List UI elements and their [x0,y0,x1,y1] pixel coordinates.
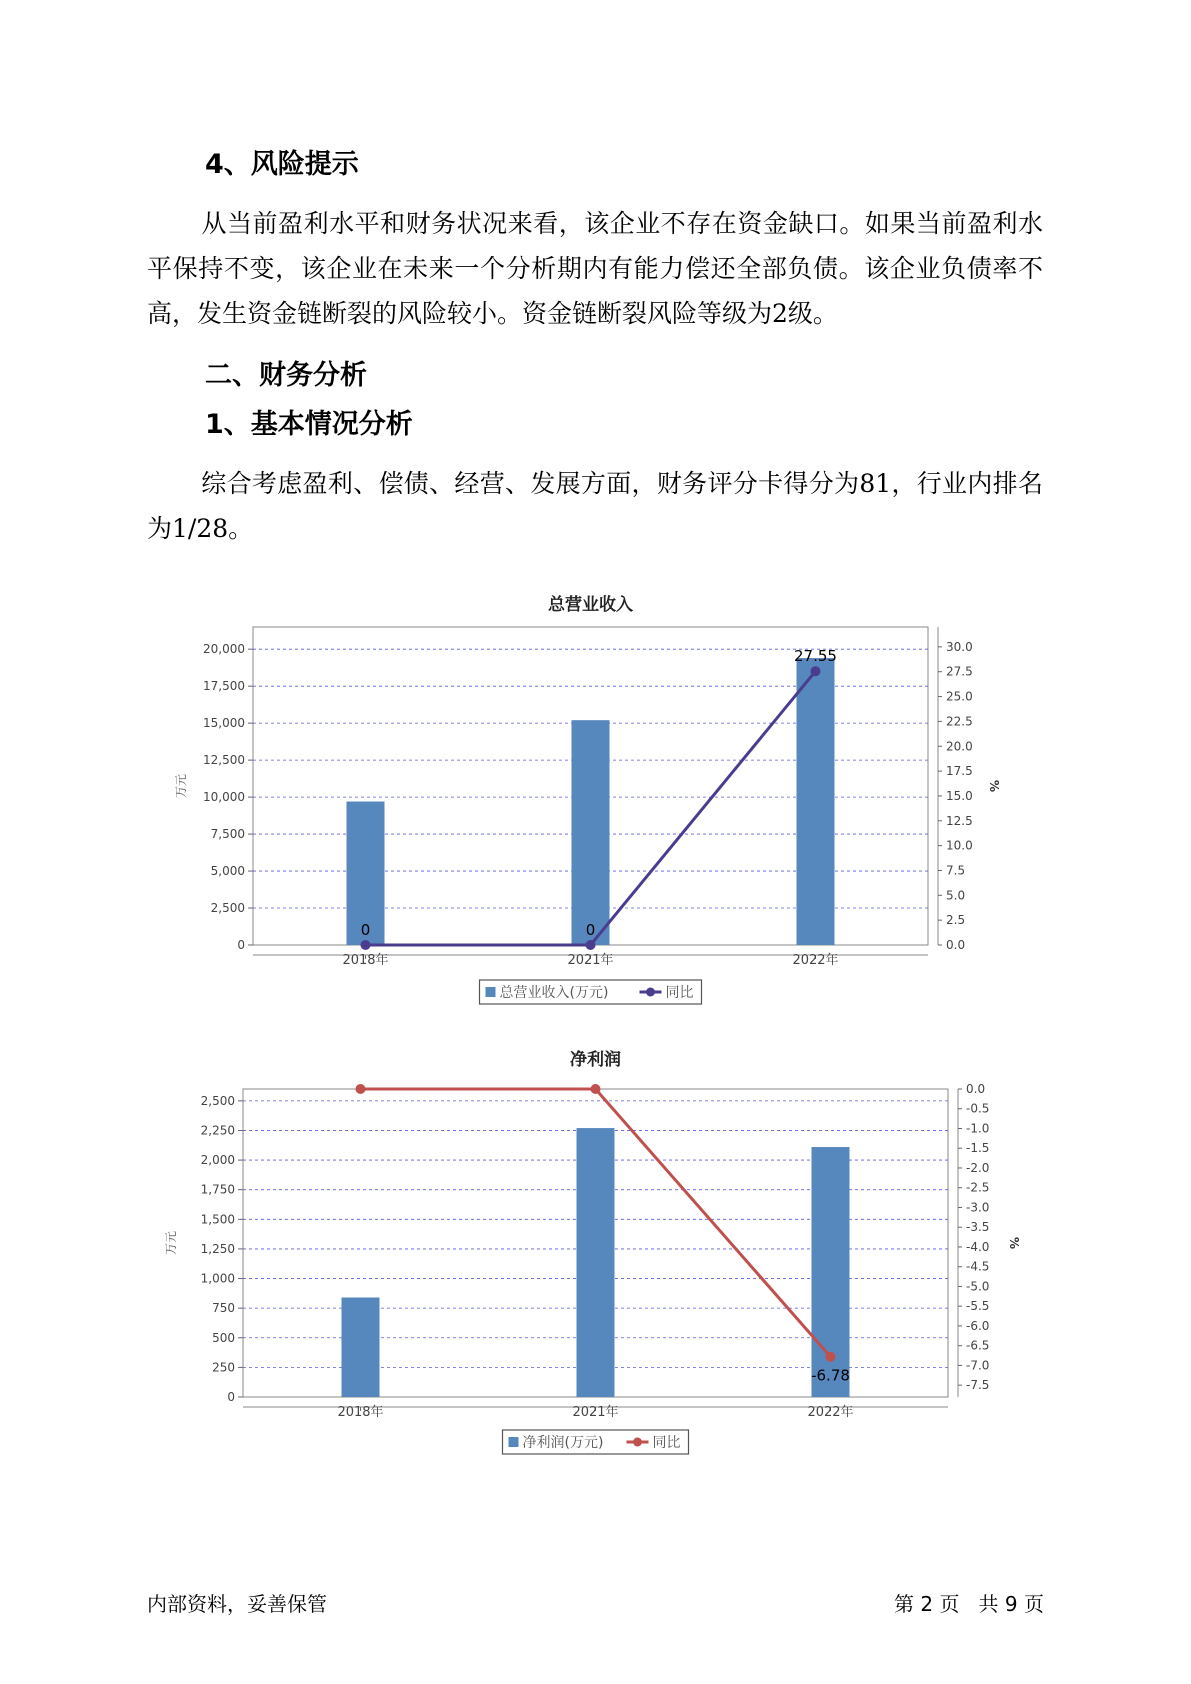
y-tick-label: 2,250 [200,1123,235,1138]
y2-tick-label: 0.0 [966,1082,986,1096]
y2-tick-label: -1.5 [966,1141,990,1156]
y2-tick-label: 25.0 [946,689,973,704]
data-label: -6.78 [811,1366,850,1385]
y2-tick-label: 22.5 [946,714,973,729]
y2-tick-label: 5.0 [946,888,966,903]
y-tick-label: 1,500 [200,1212,235,1227]
risk-heading: 4、风险提示 [205,149,359,180]
y2-tick-label: 2.5 [946,913,966,928]
yoy-point [826,1352,836,1362]
y-axis-label: 万元 [164,1230,178,1256]
y2-tick-label: 27.5 [946,664,973,679]
data-label: 0 [360,921,371,939]
x-tick-label: 2022年 [807,1405,854,1420]
y-tick-label: 17,500 [203,679,245,694]
y2-tick-label: 10.0 [946,838,973,853]
y-tick-label: 5,000 [210,864,245,879]
y2-tick-label: -6.0 [966,1318,990,1333]
chart-title: 总营业收入 [548,595,633,615]
footer-note: 内部资料，妥善保管 [147,1592,327,1616]
y2-tick-label: -7.5 [966,1378,990,1393]
y2-tick-label: -7.0 [966,1358,990,1373]
bar [577,1128,615,1397]
y2-axis-label: % [987,779,1001,793]
x-tick-label: 2021年 [572,1405,619,1420]
x-tick-label: 2018年 [342,953,389,968]
x-tick-label: 2021年 [567,953,614,968]
finance-heading: 二、财务分析 [205,360,367,391]
basic-analysis-heading: 1、基本情况分析 [205,409,413,440]
y2-tick-label: -0.5 [966,1101,990,1116]
y-tick-label: 7,500 [210,827,245,842]
revenue-chart-svg [150,580,1050,1020]
yoy-point [811,666,821,676]
y-tick-label: 1,250 [200,1241,235,1256]
y2-tick-label: 30.0 [946,639,973,654]
y2-axis-label: % [1007,1236,1021,1250]
risk-paragraph: 从当前盈利水平和财务状况来看，该企业不存在资金缺口。如果当前盈利水平保持不变，该企业在未来一个分析期内有能力偿还全部负债。该企业负债率不高，发生资金链断裂的风险较小。资金链断裂风险等级为2级。 [147,209,1043,328]
y2-tick-label: 17.5 [946,764,973,779]
y2-tick-label: -4.0 [966,1239,990,1254]
y-tick-label: 2,500 [200,1093,235,1108]
revenue-chart [150,580,1050,1024]
y-tick-label: 0 [237,938,245,952]
net-profit-chart-svg [150,1050,1050,1527]
bar [572,720,610,945]
y-tick-label: 2,000 [200,1153,235,1168]
x-tick-label: 2018年 [337,1405,384,1420]
y-tick-label: 20,000 [203,642,245,657]
y2-tick-label: 15.0 [946,788,973,803]
y-tick-label: 12,500 [203,753,245,768]
net-profit-chart [150,1050,1050,1531]
yoy-point [586,940,596,950]
legend-bar-label: 总营业收入(万元) [499,985,609,1001]
legend-bar-label: 净利润(万元) [522,1435,604,1451]
y2-tick-label: 12.5 [946,813,973,828]
y-tick-label: 0 [227,1390,235,1404]
y-tick-label: 2,500 [210,901,245,916]
data-label: 0 [585,921,596,939]
legend-line-marker [646,988,655,997]
y2-tick-label: 20.0 [946,739,973,754]
y-tick-label: 15,000 [203,716,245,731]
y-tick-label: 1,000 [200,1271,235,1286]
y2-tick-label: -2.5 [966,1180,990,1195]
y-tick-label: 250 [212,1360,235,1375]
y2-tick-label: -5.0 [966,1279,990,1294]
chart-title: 净利润 [570,1050,621,1070]
yoy-point [591,1084,601,1094]
y-tick-label: 1,750 [200,1182,235,1197]
bar [797,658,835,945]
y2-tick-label: -3.0 [966,1200,990,1215]
y-tick-label: 750 [212,1301,235,1316]
page-number: 第 2 页 共 9 页 [894,1592,1044,1616]
y2-tick-label: -2.0 [966,1160,990,1175]
y-tick-label: 500 [212,1330,235,1345]
y2-tick-label: -4.5 [966,1259,990,1274]
x-tick-label: 2022年 [792,953,839,968]
y2-tick-label: -3.5 [966,1220,990,1235]
legend-line-label: 同比 [665,985,694,1001]
legend-bar-swatch [509,1437,519,1447]
y2-tick-label: 7.5 [946,863,966,878]
yoy-point [356,1084,366,1094]
y2-tick-label: 0.0 [946,938,966,952]
legend-bar-swatch [486,987,496,997]
y2-tick-label: -5.5 [966,1299,990,1314]
y2-tick-label: -1.0 [966,1121,990,1136]
legend-line-marker [633,1438,642,1447]
yoy-point [361,940,371,950]
basic-analysis-paragraph: 综合考虑盈利、偿债、经营、发展方面，财务评分卡得分为81，行业内排名为1/28。 [147,469,1043,543]
legend-line-label: 同比 [652,1435,681,1451]
y-tick-label: 10,000 [203,790,245,805]
bar [342,1297,380,1397]
y-axis-label: 万元 [174,773,188,799]
data-label: 27.55 [794,647,837,666]
y2-tick-label: -6.5 [966,1338,990,1353]
